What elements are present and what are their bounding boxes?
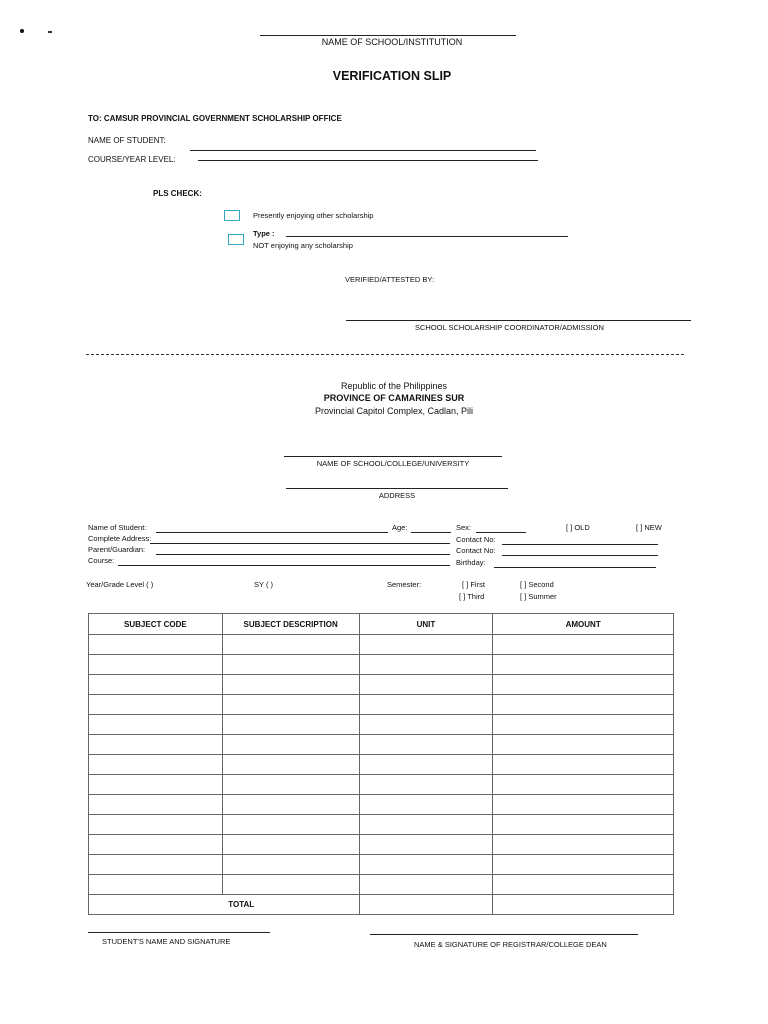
- semester-label: Semester:: [387, 580, 422, 589]
- table-row: [89, 795, 674, 815]
- contact-line-1: [502, 544, 658, 545]
- subjects-table: [88, 613, 674, 915]
- table-row: [89, 855, 674, 875]
- new-option[interactable]: [ ] NEW: [636, 523, 662, 532]
- school-year-label: SY ( ): [254, 580, 274, 589]
- contact-line-2: [502, 555, 658, 556]
- table-total-row: [89, 895, 674, 915]
- address-line: [286, 488, 508, 489]
- table-row: [89, 715, 674, 735]
- semester-first[interactable]: [ ] First: [462, 580, 485, 589]
- header-amount: AMOUNT: [493, 614, 674, 635]
- complete-address-label: Complete Address:: [88, 534, 152, 543]
- total-label: TOTAL: [222, 895, 359, 915]
- header-unit: UNIT: [359, 614, 493, 635]
- table-row: [89, 635, 674, 655]
- course-field-line: [118, 565, 450, 566]
- age-line: [411, 532, 451, 533]
- republic-text: Republic of the Philippines: [340, 381, 448, 391]
- student-signature-label: STUDENT'S NAME AND SIGNATURE: [102, 937, 231, 946]
- table-row: [89, 735, 674, 755]
- header-subject-description: SUBJECT DESCRIPTION: [222, 614, 359, 635]
- student-name-field-label: Name of Student:: [88, 523, 147, 532]
- table-row: [89, 835, 674, 855]
- school-name-line: [260, 35, 516, 36]
- school-name-label: NAME OF SCHOOL/INSTITUTION: [321, 37, 463, 47]
- old-option[interactable]: [ ] OLD: [566, 523, 590, 532]
- table-row: [89, 775, 674, 795]
- registrar-signature-label: NAME & SIGNATURE OF REGISTRAR/COLLEGE DEAN: [414, 940, 607, 949]
- semester-summer[interactable]: [ ] Summer: [520, 592, 557, 601]
- table-row: [89, 695, 674, 715]
- header-subject-code: SUBJECT CODE: [89, 614, 223, 635]
- student-name-label: NAME OF STUDENT:: [88, 136, 166, 145]
- scan-dash: [48, 31, 52, 33]
- college-name-label: NAME OF SCHOOL/COLLEGE/UNIVERSITY: [316, 459, 470, 468]
- age-label: Age:: [392, 523, 408, 532]
- slip-title: VERIFICATION SLIP: [332, 69, 452, 83]
- complete-address-line: [150, 543, 450, 544]
- table-header-row: [89, 614, 674, 635]
- check-label: PLS CHECK:: [153, 189, 202, 198]
- contact-label-1: Contact No:: [456, 535, 496, 544]
- student-name-line: [190, 150, 536, 151]
- table-row: [89, 755, 674, 775]
- coordinator-line: [346, 320, 691, 321]
- enjoying-checkbox[interactable]: [224, 210, 240, 221]
- coordinator-label: SCHOOL SCHOLARSHIP COORDINATOR/ADMISSION: [415, 323, 604, 332]
- contact-label-2: Contact No:: [456, 546, 496, 555]
- guardian-line: [156, 554, 450, 555]
- table-row: [89, 655, 674, 675]
- table-row: [89, 815, 674, 835]
- birthday-line: [494, 567, 656, 568]
- year-level-label: Year/Grade Level ( ): [86, 580, 154, 589]
- sex-label: Sex:: [456, 523, 472, 532]
- not-enjoying-label: NOT enjoying any scholarship: [253, 241, 353, 250]
- course-year-line: [198, 160, 538, 161]
- course-field-label: Course:: [88, 556, 115, 565]
- course-year-label: COURSE/YEAR LEVEL:: [88, 155, 176, 164]
- cut-line: [86, 354, 684, 355]
- sex-line: [476, 532, 526, 533]
- address-label: ADDRESS: [378, 491, 416, 500]
- student-name-field-line: [156, 532, 388, 533]
- addressee: TO: CAMSUR PROVINCIAL GOVERNMENT SCHOLARSHIP OFFICE: [88, 114, 342, 123]
- capitol-text: Provincial Capitol Complex, Cadlan, Pili: [314, 406, 474, 416]
- guardian-label: Parent/Guardian:: [88, 545, 146, 554]
- semester-third[interactable]: [ ] Third: [459, 592, 485, 601]
- college-name-line: [284, 456, 502, 457]
- type-label: Type :: [253, 229, 275, 238]
- semester-second[interactable]: [ ] Second: [520, 580, 554, 589]
- student-signature-line: [88, 932, 270, 933]
- registrar-signature-line: [370, 934, 638, 935]
- province-text: PROVINCE OF CAMARINES SUR: [323, 393, 465, 403]
- enjoying-label: Presently enjoying other scholarship: [253, 211, 374, 220]
- type-line: [286, 236, 568, 237]
- table-row: [89, 675, 674, 695]
- scan-dot: [20, 29, 24, 33]
- not-enjoying-checkbox[interactable]: [228, 234, 244, 245]
- table-row: [89, 875, 674, 895]
- birthday-label: Birthday:: [456, 558, 486, 567]
- verified-label: VERIFIED/ATTESTED BY:: [345, 275, 435, 284]
